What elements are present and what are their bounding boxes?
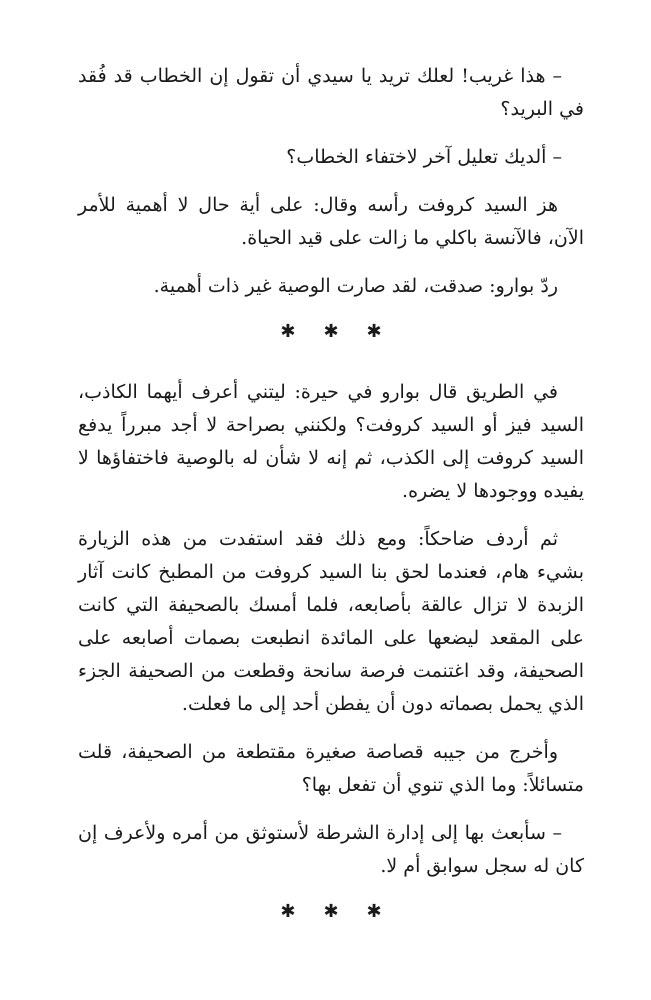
narrative-paragraph: هز السيد كروفت رأسه وقال: على أية حال لا أهمية للأمر الآن، فالآنسة باكلي ما زالت على قيد الحياة. <box>78 194 584 249</box>
narrative-paragraph: ردّ بوارو: صدقت، لقد صارت الوصية غير ذات أهمية. <box>153 275 558 297</box>
narrative-paragraph: في الطريق قال بوارو في حيرة: ليتني أعرف أيهما الكاذب، السيد فيز أو السيد كروفت؟ ولكنني بصراحة لا أجد مبرراً يدفع السيد كروفت إلى الكذب، ثم إنه لا شأن له بالوصية فاختفاؤها لا يفيده ووجودها لا يضره. <box>78 381 584 502</box>
asterisk-icon: ✱ <box>323 901 339 922</box>
asterisk-icon: ✱ <box>280 901 296 922</box>
dialogue-paragraph: – ألديك تعليل آخر لاختفاء الخطاب؟ <box>286 146 562 168</box>
asterisk-icon: ✱ <box>280 321 296 342</box>
asterisk-icon: ✱ <box>323 321 339 342</box>
section-separator <box>78 898 584 926</box>
dialogue-paragraph: – سأبعث بها إلى إدارة الشرطة لأستوثق من أمره ولأعرف إن كان له سجل سوابق أم لا. <box>78 822 584 877</box>
narrative-paragraph: وأخرج من جيبه قصاصة صغيرة مقتطعة من الصحيفة، قلت متسائلاً: وما الذي تنوي أن تفعل بها؟ <box>78 741 584 796</box>
dialogue-paragraph: – هذا غريب! لعلك تريد يا سيدي أن تقول إن الخطاب قد فُقد في البريد؟ <box>78 65 584 120</box>
asterisk-icon: ✱ <box>366 321 382 342</box>
book-page <box>78 60 584 990</box>
asterisk-icon: ✱ <box>366 901 382 922</box>
narrative-paragraph: ثم أردف ضاحكاً: ومع ذلك فقد استفدت من هذه الزيارة بشيء هام، فعندما لحق بنا السيد كروفت من المطبخ كانت آثار الزبدة لا تزال عالقة بأصابعه، فلما أمسك بالصحيفة التي كانت على المقعد ليضعها على المائدة انطبعت بصمات أصابعه على الصحيفة، وقد اغتنمت فرصة سانحة وقطعت من الصحيفة الجزء الذي يحمل بصماته دون أن يفطن أحد إلى ما فعلت. <box>78 528 584 715</box>
section-separator <box>78 318 584 346</box>
